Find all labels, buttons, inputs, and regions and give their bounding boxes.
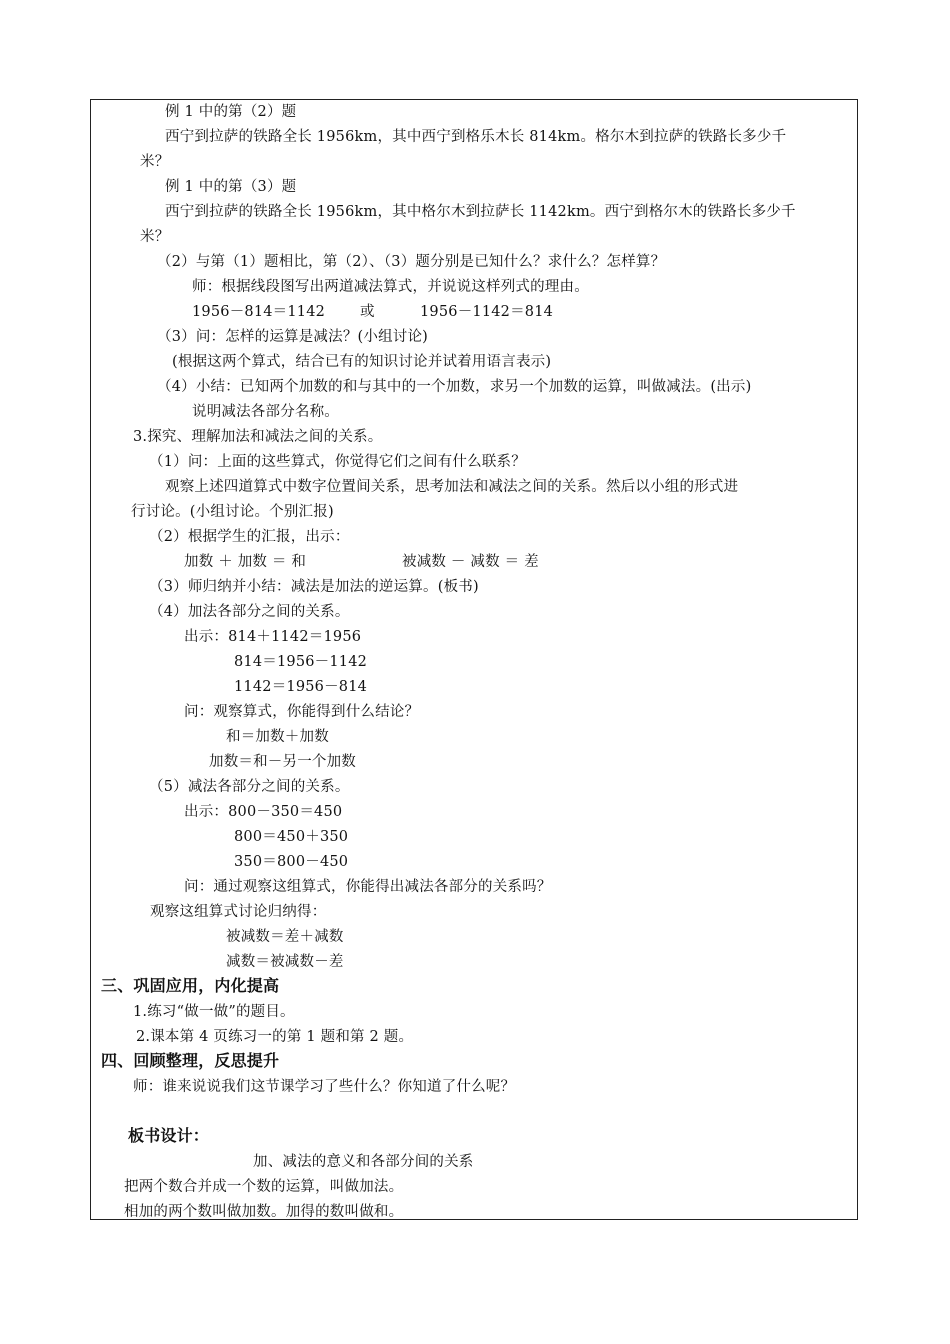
subtraction-parts-note: 说明减法各部分名称。 — [192, 404, 339, 420]
subtraction-example-1: 出示：800－350＝450 — [184, 804, 343, 820]
subtraction-example-2: 800＝450＋350 — [234, 829, 349, 845]
addition-example-1: 出示：814＋1142＝1956 — [184, 629, 362, 645]
board-addition-definition: 把两个数合并成一个数的运算，叫做加法。 — [124, 1179, 404, 1195]
addition-rule-2: 加数＝和－另一个加数 — [209, 754, 356, 770]
practice-item-2: 2.课本第 4 页练习一的第 1 题和第 2 题。 — [136, 1029, 414, 1045]
example-3-question-cont: 米？ — [140, 229, 170, 245]
example-2-heading: 例 1 中的第（2）题 — [165, 104, 297, 120]
example-3-question: 西宁到拉萨的铁路全长 1956km，其中格尔木到拉萨长 1142km。西宁到格尔木的铁路长多少千 — [165, 204, 796, 220]
addition-relations-heading: （4）加法各部分之间的关系。 — [149, 604, 350, 620]
observe-instruction: 观察上述四道算式中数字位置间关系，思考加法和减法之间的关系。然后以小组的形式进 — [165, 479, 739, 495]
section-heading-review: 四、回顾整理，反思提升 — [101, 1051, 280, 1070]
subtraction-summary-intro: 观察这组算式讨论归纳得： — [150, 904, 327, 920]
example-2-question: 西宁到拉萨的铁路全长 1956km，其中西宁到格乐木长 814km。格尔木到拉萨的铁路长多少千 — [165, 129, 787, 145]
equation-or: 或 — [360, 304, 375, 320]
addition-formula: 加数 ＋ 加数 ＝ 和 — [184, 554, 307, 570]
example-3-heading: 例 1 中的第（3）题 — [165, 179, 297, 195]
equation-2: 1956－1142＝814 — [420, 304, 554, 320]
subtraction-formula: 被减数 － 减数 ＝ 差 — [402, 554, 539, 570]
step-2-compare: （2）与第（1）题相比，第（2）、（3）题分别是已知什么？求什么？怎样算？ — [157, 254, 666, 270]
subtraction-rule-1: 被减数＝差＋减数 — [226, 929, 344, 945]
board-design-heading: 板书设计： — [128, 1126, 210, 1145]
section-heading-consolidate: 三、巩固应用，内化提高 — [101, 976, 280, 995]
board-addend-definition: 相加的两个数叫做加数。加得的数叫做和。 — [124, 1204, 404, 1220]
addition-question: 问：观察算式，你能得到什么结论？ — [184, 704, 420, 720]
subtraction-question: 问：通过观察这组算式，你能得出减法各部分的关系吗？ — [184, 879, 552, 895]
teacher-write-equations: 师：根据线段图写出两道减法算式，并说说这样列式的理由。 — [192, 279, 589, 295]
addition-example-3: 1142＝1956－814 — [234, 679, 368, 695]
equation-1: 1956－814＝1142 — [192, 304, 326, 320]
section-3-heading: 3.探究、理解加法和减法之间的关系。 — [133, 429, 383, 445]
step-3-question: （3）问：怎样的运算是减法？(小组讨论) — [157, 329, 429, 345]
teacher-review-question: 师：谁来说说我们这节课学习了些什么？你知道了什么呢？ — [133, 1079, 516, 1095]
inverse-operation-note: （3）师归纳并小结：减法是加法的逆运算。(板书) — [149, 579, 479, 595]
practice-item-1: 1.练习“做一做”的题目。 — [133, 1004, 295, 1020]
subtraction-rule-2: 减数＝被减数－差 — [226, 954, 344, 970]
subtraction-example-3: 350＝800－450 — [234, 854, 349, 870]
step-3-hint: (根据这两个算式，结合已有的知识讨论并试着用语言表示) — [172, 354, 552, 370]
observe-instruction-cont: 行讨论。(小组讨论。个别汇报) — [131, 504, 334, 520]
step-4-summary: （4）小结：已知两个加数的和与其中的一个加数，求另一个加数的运算，叫做减法。(出示) — [157, 379, 752, 395]
addition-example-2: 814＝1956－1142 — [234, 654, 368, 670]
example-2-question-cont: 米？ — [140, 154, 170, 170]
subtraction-relations-heading: （5）减法各部分之间的关系。 — [149, 779, 350, 795]
addition-rule-1: 和＝加数＋加数 — [226, 729, 329, 745]
board-title: 加、减法的意义和各部分间的关系 — [253, 1154, 474, 1170]
relation-question: （1）问：上面的这些算式，你觉得它们之间有什么联系？ — [149, 454, 526, 470]
report-display: （2）根据学生的汇报，出示： — [149, 529, 350, 545]
